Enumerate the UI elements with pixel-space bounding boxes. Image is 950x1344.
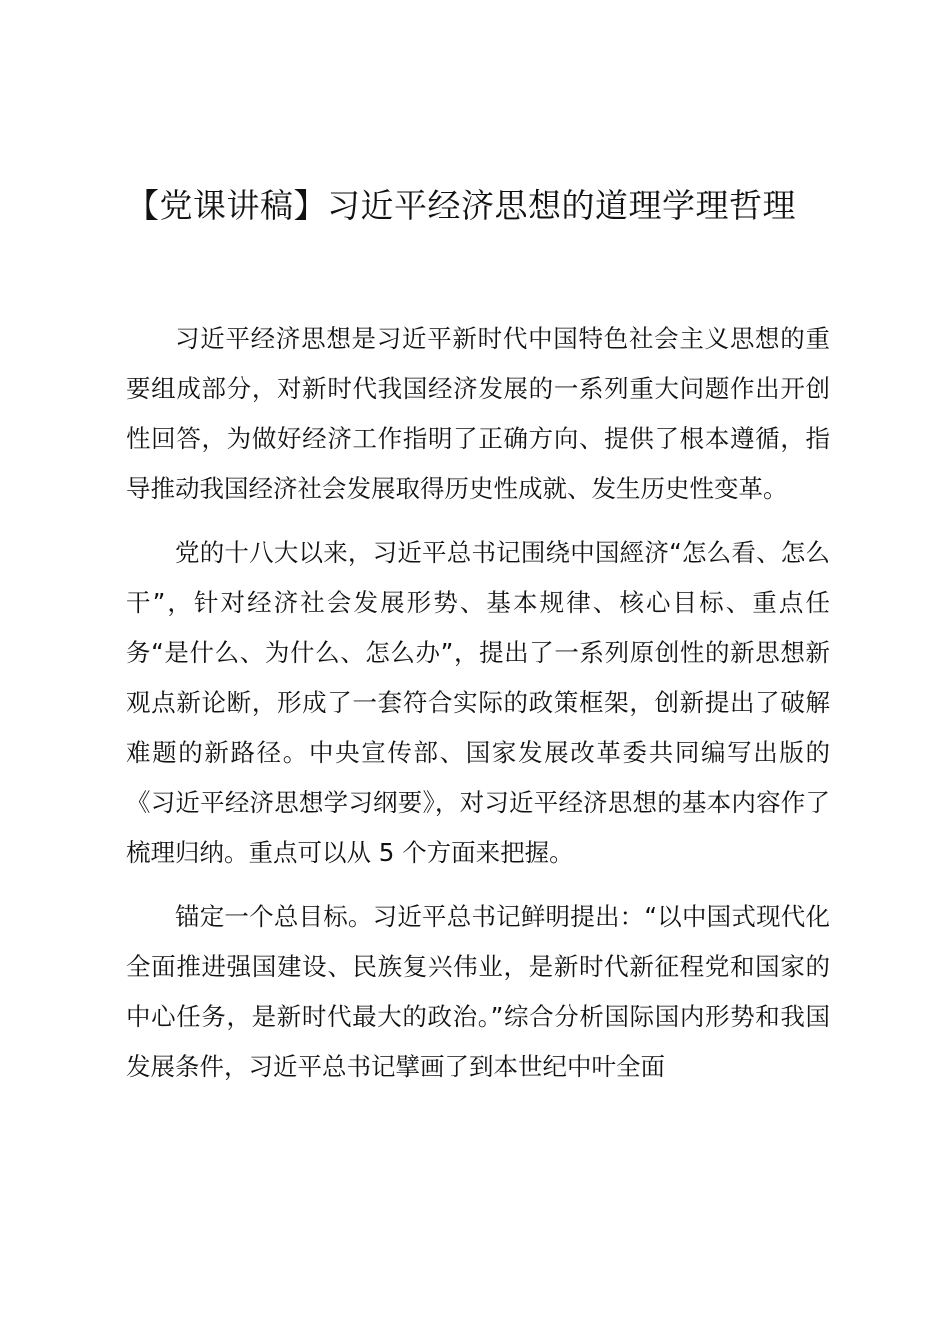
document-body (126, 314, 830, 1106)
paragraph-2: 党的十八大以来，习近平总书记围绕中国經济“怎么看、怎么干”，针对经济社会发展形势、基本规律、核心目标、重点任务“是什么、为什么、怎么办”，提出了一系列原创性的新思想新观点新论断，形成了一套符合实际的政策框架，创新提出了破解难题的新路径。中央宣传部、国家发展改革委共同编写出版的《习近平经济思想学习纲要》，对习近平经济思想的基本内容作了梳理归纳。重点可以从 5 个方面来把握。 (126, 538, 830, 867)
paragraph-1: 习近平经济思想是习近平新时代中国特色社会主义思想的重要组成部分，对新时代我国经济发展的一系列重大问题作出开创性回答，为做好经济工作指明了正确方向、提供了根本遵循，指导推动我国经济社会发展取得历史性成就、发生历史性变革。 (126, 324, 830, 503)
paragraph-3: 锚定一个总目标。习近平总书记鲜明提出：“以中国式现代化全面推进强国建设、民族复兴伟业，是新时代新征程党和国家的中心任务，是新时代最大的政治。”综合分析国际国内形势和我国发展条件，习近平总书记擘画了到本世纪中叶全面 (126, 902, 830, 1081)
document-title: 【党课讲稿】习近平经济思想的道理学理哲理 (126, 186, 796, 225)
